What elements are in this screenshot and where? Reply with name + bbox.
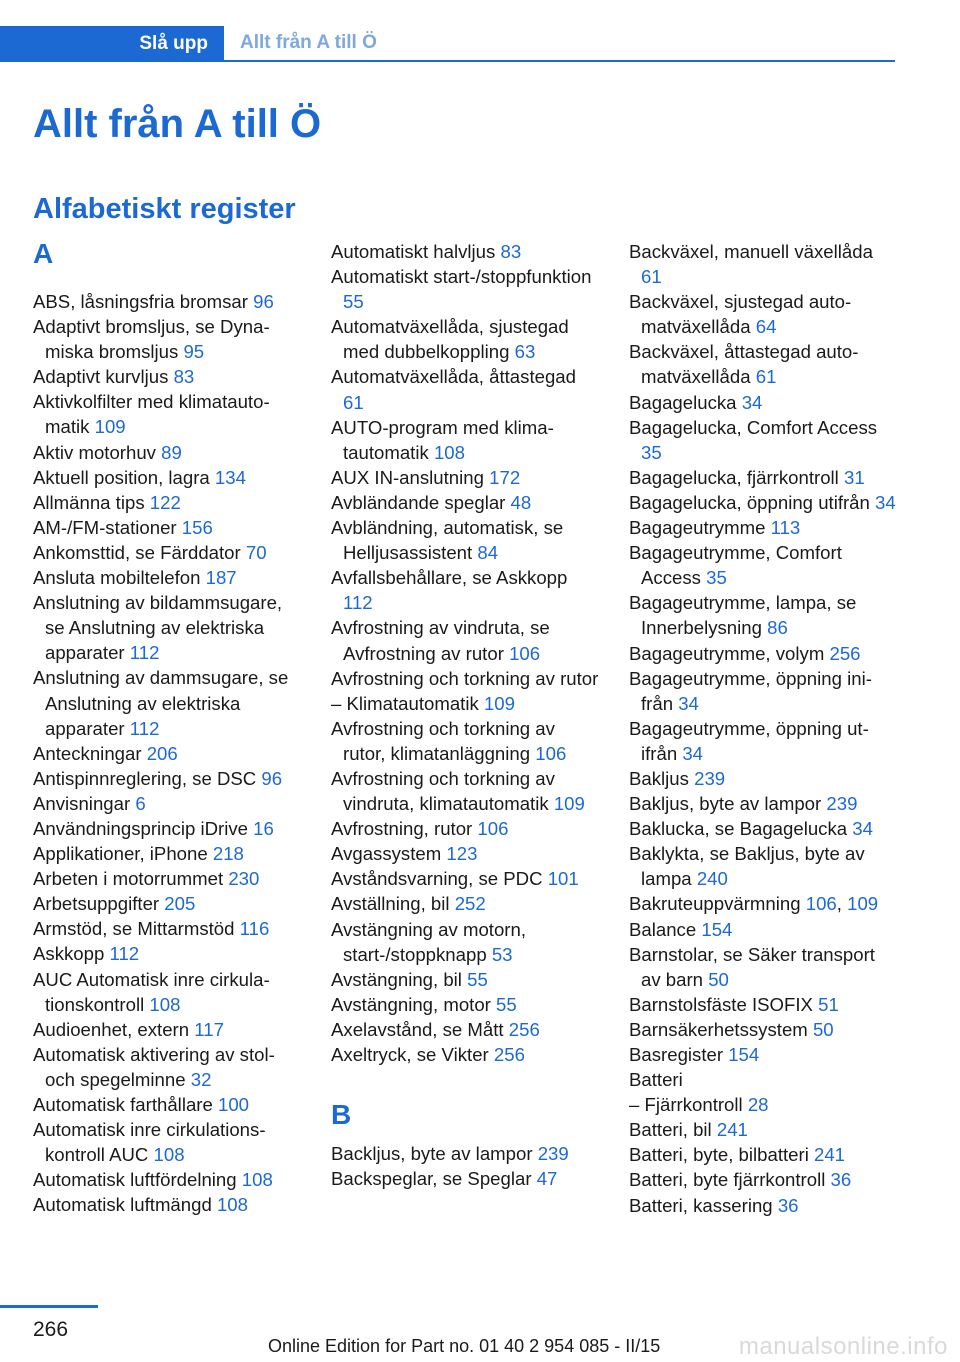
index-term: Automatisk farthållare bbox=[33, 1094, 213, 1115]
index-term: Batteri bbox=[629, 1069, 683, 1091]
index-term: Bagageutrymme, volym bbox=[629, 642, 825, 664]
index-term: Backväxel, sjustegad automatväxellåda bbox=[629, 291, 852, 338]
index-term: Avfrostning och torkning av rutor, klimatanläggning bbox=[331, 717, 555, 764]
index-term: Anslutning av dammsugare, se Anslutning av elektriska apparater bbox=[33, 667, 289, 739]
page-link[interactable]: 61 bbox=[755, 366, 777, 388]
page-link[interactable]: 108 bbox=[433, 441, 465, 463]
index-entry bbox=[629, 716, 897, 766]
index-entry bbox=[331, 967, 599, 992]
page-link[interactable]: 86 bbox=[767, 617, 788, 639]
index-term: Avfrostning och torkning av vindruta, klimatautomatik bbox=[331, 767, 555, 815]
index-entry bbox=[629, 992, 897, 1017]
index-entry bbox=[331, 1042, 599, 1067]
index-entry bbox=[33, 891, 301, 916]
index-term: Avståndsvarning, se PDC bbox=[331, 868, 543, 890]
page-link[interactable]: 187 bbox=[205, 567, 237, 589]
index-term: Avstängning, motor bbox=[331, 993, 491, 1015]
index-term: Automatiskt start-/stoppfunktion bbox=[331, 266, 592, 288]
index-entry bbox=[331, 1141, 599, 1166]
index-term: Användningsprincip iDrive bbox=[33, 817, 248, 839]
page-link[interactable]: 252 bbox=[454, 893, 486, 915]
index-term: Avstängning av motorn, start-/stoppknapp bbox=[331, 918, 527, 965]
page-link[interactable]: 256 bbox=[493, 1044, 525, 1065]
page-link[interactable]: 112 bbox=[343, 592, 373, 614]
index-entry bbox=[629, 942, 897, 992]
index-entry bbox=[629, 917, 897, 942]
index-entry bbox=[33, 941, 301, 966]
index-entry bbox=[33, 314, 301, 364]
index-subentry bbox=[331, 691, 599, 716]
page-link[interactable]: 117 bbox=[194, 1018, 224, 1040]
index-entry bbox=[33, 866, 301, 891]
index-term: AUX IN-anslutning bbox=[331, 466, 484, 488]
page-link[interactable]: 109 bbox=[553, 793, 585, 815]
index-entry bbox=[629, 590, 897, 640]
page-link[interactable]: 51 bbox=[818, 993, 839, 1015]
page-link[interactable]: 154 bbox=[701, 918, 733, 940]
edition-text: Online Edition for Part no. 01 40 2 954 085 - II/15 bbox=[268, 1336, 661, 1356]
index-term: Avfrostning, rutor bbox=[331, 818, 473, 840]
index-column-1 bbox=[33, 239, 301, 1217]
index-entry bbox=[33, 490, 301, 515]
index-entry bbox=[629, 239, 897, 289]
index-entry bbox=[33, 916, 301, 941]
index-entry bbox=[331, 766, 599, 816]
index-entry bbox=[629, 490, 897, 515]
index-entry bbox=[629, 289, 897, 339]
index-term: Automatväxellåda, åttastegad bbox=[331, 366, 576, 388]
page-link[interactable]: 106 bbox=[535, 742, 567, 764]
index-term: Balance bbox=[629, 918, 697, 940]
index-term: ABS, låsningsfria bromsar bbox=[33, 291, 248, 312]
index-term: Barnsäkerhetssystem bbox=[629, 1018, 808, 1040]
index-term: Applikationer, iPhone bbox=[33, 843, 208, 865]
index-column-3 bbox=[629, 239, 897, 1218]
index-term: Aktivkolfilter med klimatautomatik bbox=[33, 391, 270, 438]
index-term: Bagagelucka, öppning utifrån bbox=[629, 491, 870, 513]
page-link[interactable]: 34 bbox=[678, 692, 699, 714]
index-term: Armstöd, se Mittarmstöd bbox=[33, 918, 235, 940]
index-entry bbox=[33, 1167, 301, 1192]
index-term: Backspeglar, se Speglar bbox=[331, 1168, 532, 1190]
page-link[interactable]: 106 bbox=[509, 642, 541, 664]
index-entry bbox=[33, 465, 301, 490]
page-link[interactable]: 36 bbox=[777, 1194, 799, 1216]
index-entry bbox=[331, 816, 599, 841]
page-link[interactable]: 34 bbox=[682, 742, 704, 764]
index-entry bbox=[33, 289, 301, 314]
index-term: Audioenhet, extern bbox=[33, 1018, 190, 1040]
index-entry bbox=[33, 1017, 301, 1042]
page-link[interactable]: 134 bbox=[214, 466, 246, 488]
page-link[interactable]: 101 bbox=[547, 868, 579, 890]
page-link[interactable]: 239 bbox=[537, 1143, 569, 1165]
index-entry bbox=[629, 766, 897, 791]
page-link[interactable]: 55 bbox=[496, 993, 517, 1015]
index-entry bbox=[331, 1017, 599, 1042]
index-entry bbox=[33, 389, 301, 439]
page-link[interactable]: 239 bbox=[694, 767, 726, 789]
index-term: Barnstolar, se Säker transport av barn bbox=[629, 943, 875, 990]
page-link[interactable]: 70 bbox=[245, 541, 267, 563]
page-link[interactable]: 122 bbox=[149, 491, 181, 513]
page-link[interactable]: 61 bbox=[641, 266, 662, 288]
index-entry bbox=[629, 641, 897, 666]
index-term: Avbländande speglar bbox=[331, 491, 506, 513]
page-link[interactable]: 61 bbox=[343, 391, 364, 413]
page-link[interactable]: 47 bbox=[536, 1168, 558, 1190]
index-term: Bakljus bbox=[629, 767, 689, 789]
index-entry bbox=[629, 1067, 897, 1117]
index-entry bbox=[33, 741, 301, 766]
page-link[interactable]: 241 bbox=[716, 1119, 748, 1141]
index-term: Anteckningar bbox=[33, 742, 142, 764]
page-link[interactable]: 240 bbox=[696, 868, 728, 890]
index-term: Bagageutrymme bbox=[629, 517, 766, 539]
footer-rule bbox=[0, 1305, 98, 1308]
index-term: Askkopp bbox=[33, 943, 105, 965]
index-entry bbox=[629, 841, 897, 891]
index-term: Bagagelucka, fjärrkontroll bbox=[629, 466, 839, 488]
index-term: Barnstolsfäste ISOFIX bbox=[629, 993, 813, 1015]
index-term: Automatisk aktivering av stol- och spegelminne bbox=[33, 1043, 275, 1090]
index-entry bbox=[331, 866, 599, 891]
index-entry bbox=[331, 239, 599, 264]
index-term: Automatisk luftmängd bbox=[33, 1194, 212, 1216]
page-link[interactable]: 96 bbox=[253, 291, 274, 312]
page-link[interactable]: 50 bbox=[812, 1018, 834, 1040]
page-link[interactable]: 241 bbox=[814, 1144, 846, 1166]
page-link[interactable]: 123 bbox=[446, 843, 478, 865]
index-entry bbox=[629, 540, 897, 590]
index-term: Bagagelucka, Comfort Access bbox=[629, 416, 878, 438]
index-entry bbox=[331, 841, 599, 866]
index-term: Bagageutrymme, lampa, se Innerbelysning bbox=[629, 592, 857, 639]
index-entry bbox=[33, 816, 301, 841]
index-term: Bagageutrymme, öppning utifrån bbox=[629, 717, 869, 764]
index-term: Bagagelucka bbox=[629, 391, 737, 413]
index-entry bbox=[629, 1142, 897, 1167]
index-term: AM-/FM-stationer bbox=[33, 516, 177, 538]
index-term: Baklucka, se Bagagelucka bbox=[629, 818, 848, 840]
index-term: Arbeten i motorrummet bbox=[33, 868, 224, 890]
page-link[interactable]: 113 bbox=[770, 517, 801, 539]
page-link[interactable]: 95 bbox=[183, 341, 205, 363]
index-term: Batteri, byte, bilbatteri bbox=[629, 1144, 809, 1166]
page-link[interactable]: 84 bbox=[477, 542, 499, 564]
index-entry bbox=[33, 540, 301, 565]
index-entry bbox=[331, 666, 599, 716]
index-entry bbox=[33, 440, 301, 465]
page-link[interactable]: 34 bbox=[852, 818, 873, 840]
index-entry bbox=[331, 1166, 599, 1191]
index-entry bbox=[331, 364, 599, 414]
page-link[interactable]: 109 bbox=[94, 416, 126, 438]
index-column-2 bbox=[331, 239, 599, 1191]
page-link[interactable]: 108 bbox=[153, 1144, 185, 1166]
index-entry bbox=[331, 264, 599, 314]
page-link[interactable]: 230 bbox=[228, 868, 260, 890]
page-link[interactable]: 108 bbox=[241, 1169, 273, 1191]
index-term: Adaptivt kurvljus bbox=[33, 366, 169, 388]
page-link[interactable]: 154 bbox=[728, 1044, 760, 1065]
index-term: Anvisningar bbox=[33, 792, 131, 814]
page-link[interactable]: 6 bbox=[135, 792, 146, 814]
page-link[interactable]: 205 bbox=[164, 893, 196, 915]
page-link[interactable]: 36 bbox=[830, 1169, 852, 1191]
index-term: Aktiv motorhuv bbox=[33, 441, 156, 463]
index-entry bbox=[629, 515, 897, 540]
index-entry bbox=[629, 1017, 897, 1042]
index-term: Avfrostning av vindruta, se Avfrostning av rutor bbox=[331, 617, 550, 664]
index-term: Bakljus, byte av lampor bbox=[629, 793, 822, 815]
page-link[interactable]: 63 bbox=[514, 341, 536, 363]
index-term: AUTO-program med klimatautomatik bbox=[331, 416, 554, 463]
page-link[interactable]: 218 bbox=[212, 843, 244, 865]
index-entry bbox=[33, 515, 301, 540]
index-entry bbox=[33, 1042, 301, 1092]
page-link[interactable]: 112 bbox=[129, 642, 160, 664]
index-entry bbox=[33, 1092, 301, 1117]
index-entry bbox=[331, 490, 599, 515]
index-entry bbox=[331, 565, 599, 615]
index-entry bbox=[331, 515, 599, 565]
index-subterm: – Klimatautomatik bbox=[331, 692, 479, 714]
index-entry bbox=[331, 992, 599, 1017]
page-link[interactable]: 16 bbox=[253, 817, 274, 839]
index-term: Bakruteuppvärmning bbox=[629, 893, 801, 915]
page-link[interactable]: 108 bbox=[149, 993, 181, 1015]
page-link[interactable]: 239 bbox=[826, 793, 858, 815]
index-term: Batteri, bil bbox=[629, 1119, 712, 1141]
index-term: Bagageutrymme, öppning inifrån bbox=[629, 667, 872, 714]
header-rule bbox=[0, 60, 895, 62]
page-link[interactable]: 50 bbox=[708, 968, 729, 990]
index-entry bbox=[629, 415, 897, 465]
header-bar bbox=[0, 26, 895, 62]
index-entry bbox=[629, 339, 897, 389]
page-link[interactable]: 64 bbox=[755, 316, 777, 338]
index-term: Avställning, bil bbox=[331, 893, 450, 915]
index-subterm: – Fjärrkontroll bbox=[629, 1094, 743, 1116]
index-entry bbox=[33, 565, 301, 590]
index-term: Backväxel, åttastegad automatväxellåda bbox=[629, 341, 859, 388]
page-link[interactable]: 35 bbox=[641, 441, 662, 463]
index-entry: Bakruteuppvärmning 106, 109 bbox=[629, 893, 879, 915]
index-term: Batteri, kassering bbox=[629, 1194, 773, 1216]
index-entry bbox=[331, 917, 599, 967]
index-term: Ankomsttid, se Färddator bbox=[33, 541, 241, 563]
page-link[interactable]: 256 bbox=[508, 1018, 540, 1040]
index-entry bbox=[331, 415, 599, 465]
index-entry bbox=[629, 390, 897, 415]
index-term: Arbetsuppgifter bbox=[33, 893, 160, 915]
page-link[interactable]: 35 bbox=[706, 567, 727, 589]
page-link[interactable]: 83 bbox=[500, 241, 522, 262]
page-title: Allt från A till Ö bbox=[33, 102, 322, 146]
tab-sla-upp[interactable]: Slå upp bbox=[0, 26, 224, 62]
index-entry bbox=[33, 841, 301, 866]
index-entry bbox=[33, 791, 301, 816]
page-link[interactable]: 106 bbox=[805, 893, 837, 915]
index-entry bbox=[629, 1042, 897, 1067]
page-link[interactable]: 100 bbox=[218, 1094, 250, 1115]
index-term: Avgassystem bbox=[331, 843, 442, 865]
index-entry bbox=[33, 1117, 301, 1167]
index-term: Automatiskt halvljus bbox=[331, 241, 496, 262]
index-entry bbox=[331, 891, 599, 916]
index-term: Adaptivt bromsljus, se Dynamiska bromsljus bbox=[33, 316, 270, 363]
index-term: Anslutning av bildammsugare, se Anslutning av elektriska apparater bbox=[33, 592, 283, 664]
page-link[interactable]: 112 bbox=[109, 943, 140, 965]
index-term: Automatisk inre cirkulationskontroll AUC bbox=[33, 1119, 266, 1166]
page-link[interactable]: 53 bbox=[491, 943, 513, 965]
index-entry bbox=[33, 766, 301, 791]
page-link[interactable]: 28 bbox=[747, 1094, 769, 1116]
index-entry bbox=[33, 364, 301, 389]
page-link[interactable]: 32 bbox=[190, 1068, 212, 1090]
page-link[interactable]: 55 bbox=[343, 291, 364, 313]
index-term: Backljus, byte av lampor bbox=[331, 1143, 533, 1165]
index-subentry bbox=[629, 1092, 897, 1117]
watermark: manualsonline.info bbox=[738, 1333, 948, 1360]
index-term: Automatväxellåda, sjustegad med dubbelkoppling bbox=[331, 316, 569, 363]
index-entry bbox=[629, 1193, 897, 1218]
page-link[interactable]: 83 bbox=[173, 366, 195, 388]
index-term: Ansluta mobiltelefon bbox=[33, 567, 201, 589]
page-link[interactable]: 256 bbox=[829, 642, 861, 664]
index-term: Antispinnreglering, se DSC bbox=[33, 767, 257, 789]
section-title: Alfabetiskt register bbox=[33, 193, 296, 225]
index-term: Avfallsbehållare, se Askkopp bbox=[331, 567, 568, 589]
index-entry bbox=[331, 465, 599, 490]
index-entry bbox=[331, 615, 599, 665]
index-entry bbox=[331, 314, 599, 364]
page-link[interactable]: 96 bbox=[261, 767, 283, 789]
page-link[interactable]: 109 bbox=[847, 893, 879, 915]
index-entry bbox=[629, 791, 897, 816]
index-term: AUC Automatisk inre cirkulationskontroll bbox=[33, 968, 270, 1015]
index-entry bbox=[629, 465, 897, 490]
index-term: Axeltryck, se Vikter bbox=[331, 1044, 489, 1065]
page-link[interactable]: 106 bbox=[477, 818, 509, 840]
index-letter: B bbox=[331, 1099, 352, 1131]
index-entry bbox=[629, 1167, 897, 1192]
page-link[interactable]: 55 bbox=[467, 968, 488, 990]
page-link[interactable]: 156 bbox=[181, 516, 213, 538]
index-term: Avstängning, bil bbox=[331, 968, 462, 990]
page-link[interactable]: 48 bbox=[510, 491, 532, 513]
index-term: Baklykta, se Bakljus, byte av lampa bbox=[629, 843, 865, 890]
index-term: Avfrostning och torkning av rutor bbox=[331, 667, 599, 689]
index-term: Batteri, byte fjärrkontroll bbox=[629, 1169, 826, 1191]
index-entry bbox=[33, 1192, 301, 1217]
page-link[interactable]: 34 bbox=[741, 391, 763, 413]
page-link[interactable]: 34 bbox=[875, 491, 896, 513]
page-number: 266 bbox=[33, 1318, 69, 1341]
index-term: Bagageutrymme, Comfort Access bbox=[629, 542, 842, 589]
index-entry bbox=[33, 590, 301, 665]
index-entry bbox=[33, 665, 301, 740]
index-term: Backväxel, manuell växellåda bbox=[629, 241, 873, 262]
index-term: Automatisk luftfördelning bbox=[33, 1169, 237, 1191]
index-term: Avbländning, automatisk, se Helljusassistent bbox=[331, 517, 564, 564]
index-term: Axelavstånd, se Mått bbox=[331, 1018, 504, 1040]
index-term: Aktuell position, lagra bbox=[33, 466, 210, 488]
page-link[interactable]: 112 bbox=[129, 717, 160, 739]
index-term: Allmänna tips bbox=[33, 491, 145, 513]
index-entry bbox=[331, 716, 599, 766]
index-letter: A bbox=[33, 238, 54, 269]
page-link[interactable]: 116 bbox=[239, 918, 270, 940]
page-link[interactable]: 89 bbox=[161, 441, 182, 463]
index-entry bbox=[629, 666, 897, 716]
page-link[interactable]: 109 bbox=[483, 692, 515, 714]
index-entry bbox=[629, 816, 897, 841]
page-link[interactable]: 108 bbox=[216, 1194, 248, 1216]
tab-allt-fran-a-till-o[interactable]: Allt från A till Ö bbox=[240, 32, 377, 53]
page-link[interactable]: 206 bbox=[146, 742, 178, 764]
page-link[interactable]: 31 bbox=[843, 466, 865, 488]
index-entry bbox=[33, 967, 301, 1017]
page-link[interactable]: 172 bbox=[489, 466, 521, 488]
index-entry bbox=[629, 1117, 897, 1142]
index-term: Basregister bbox=[629, 1044, 724, 1065]
